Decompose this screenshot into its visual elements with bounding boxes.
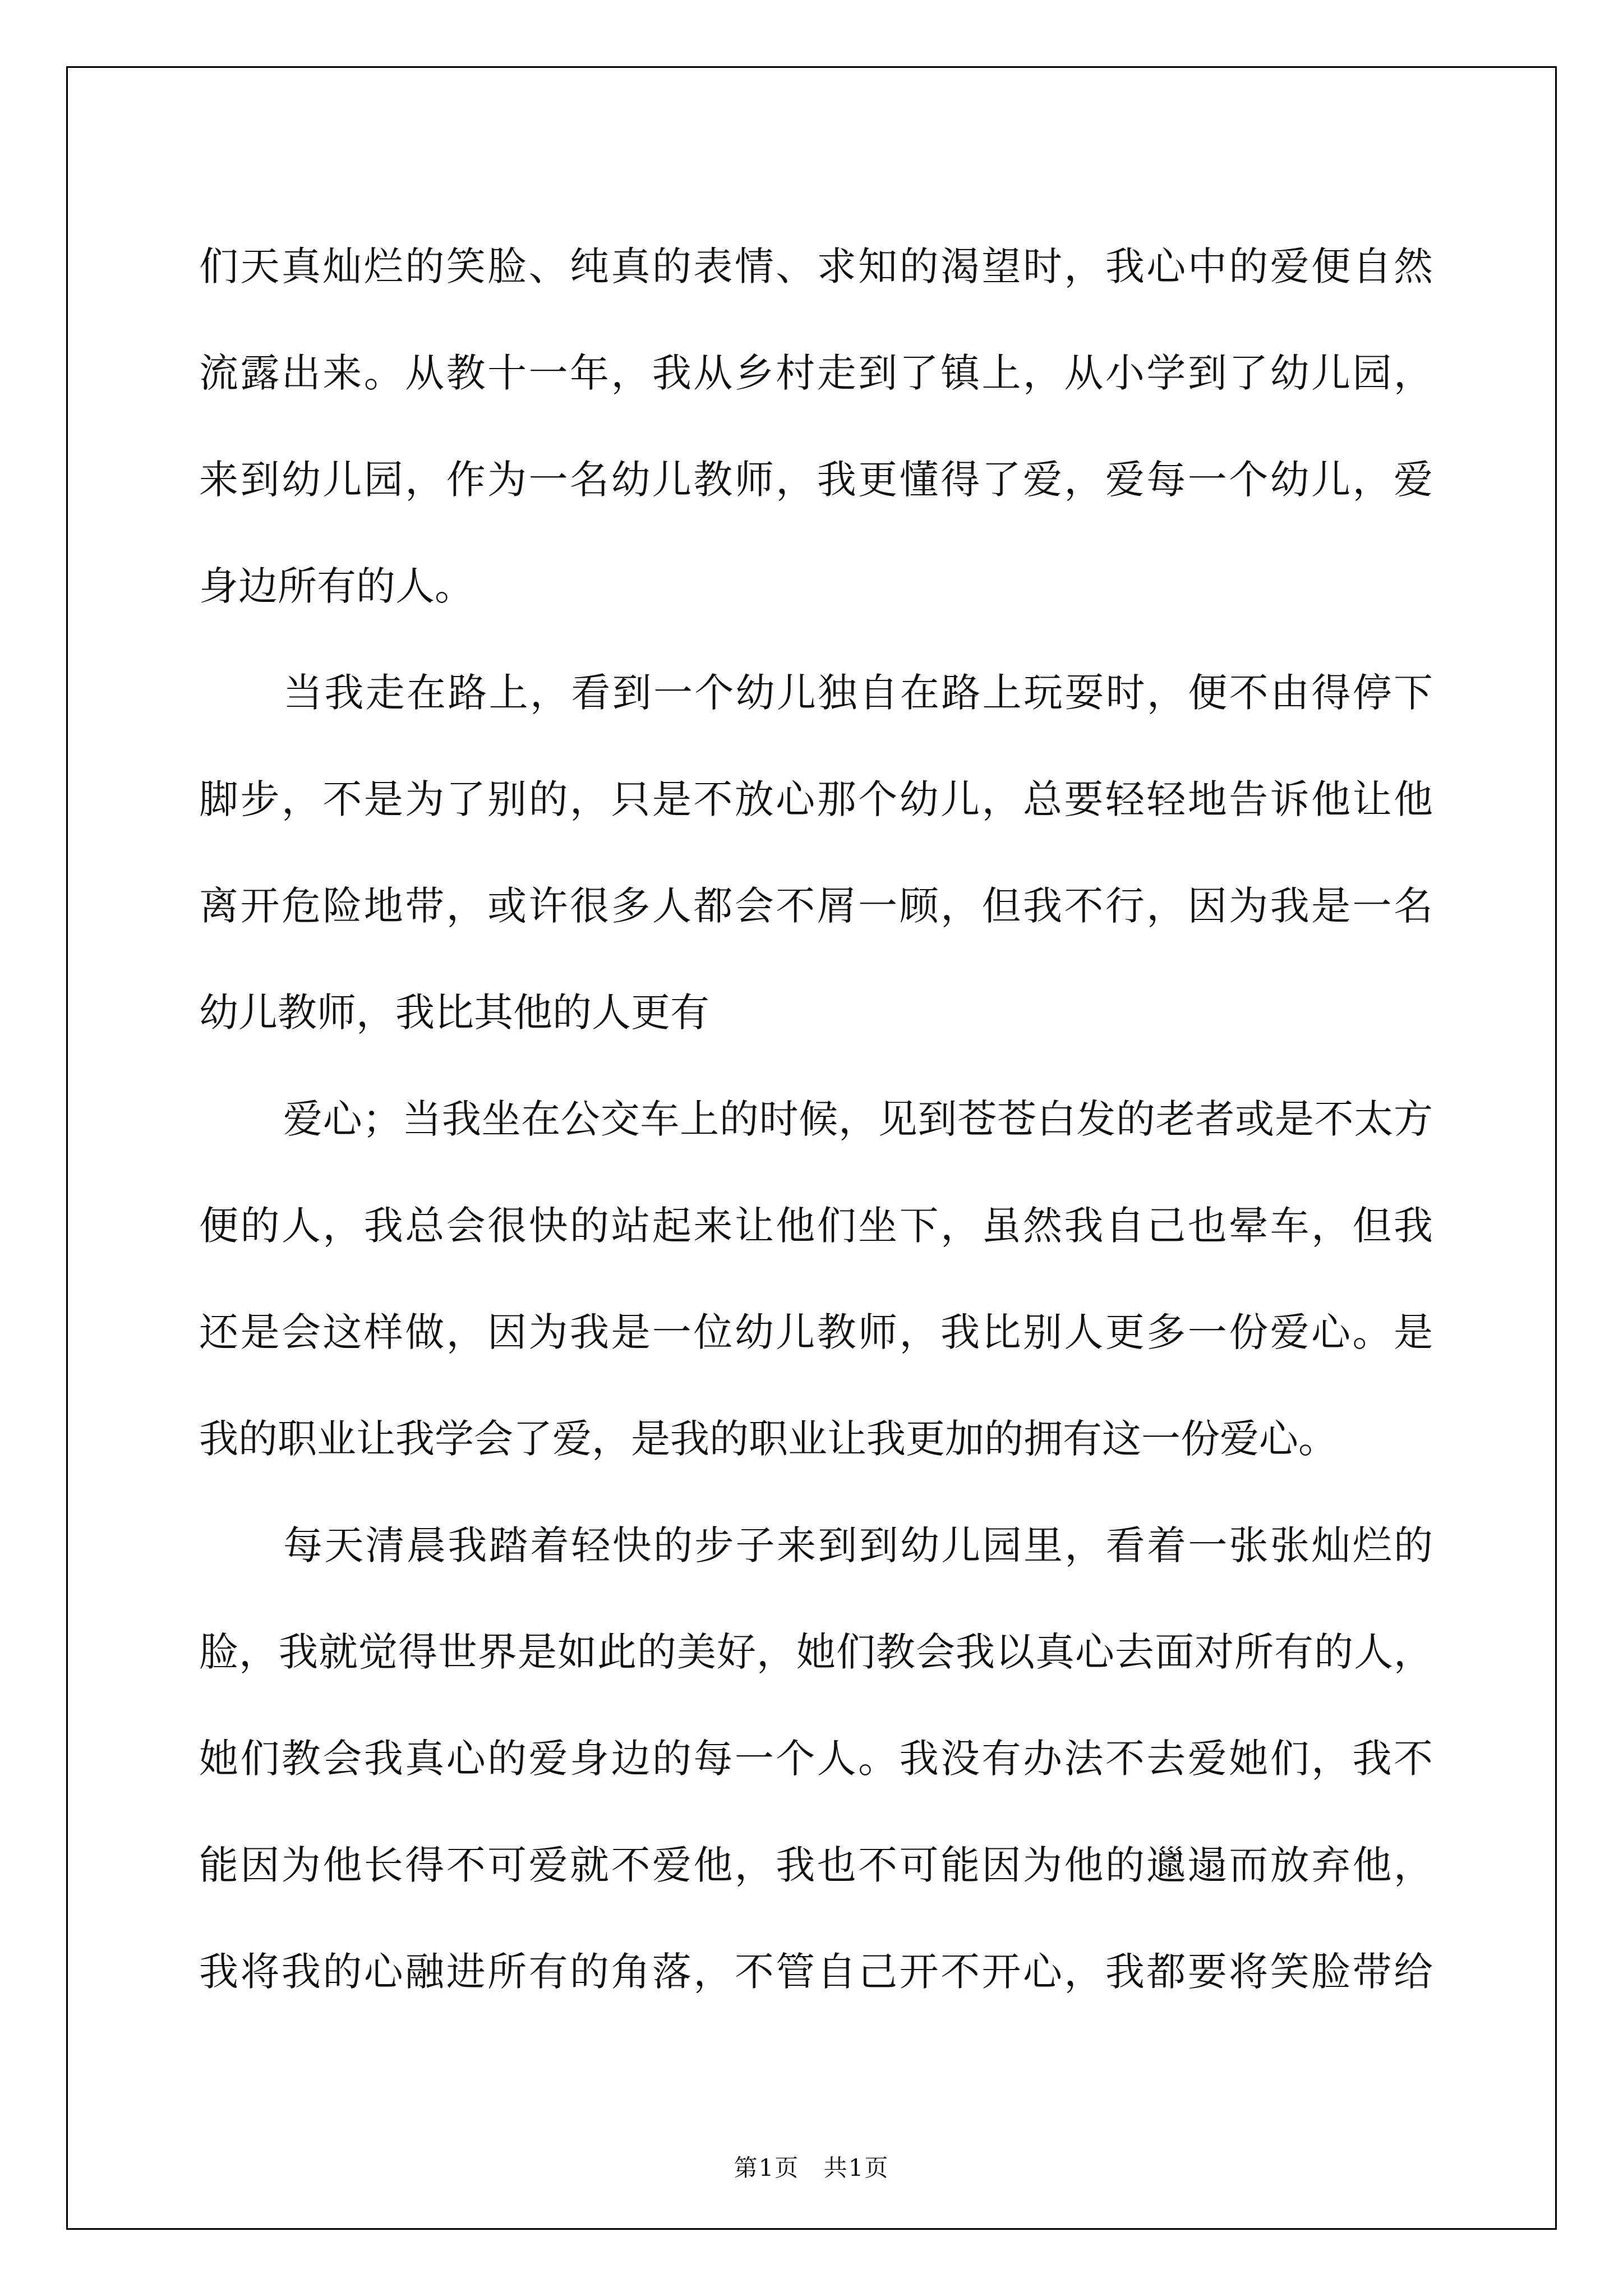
text-line: 她们教会我真心的爱身边的每一个人。我没有办法不去爱她们，我不: [199, 1736, 1433, 1782]
text-line: 脸，我就觉得世界是如此的美好，她们教会我以真心去面对所有的人，: [199, 1629, 1433, 1675]
text-line: 爱心；当我坐在公交车上的时候，见到苍苍白发的老者或是不太方: [283, 1096, 1433, 1142]
document-body: [199, 213, 1433, 2025]
text-line: 幼儿教师，我比其他的人更有: [199, 990, 709, 1036]
text-line: 们天真灿烂的笑脸、纯真的表情、求知的渴望时，我心中的爱便自然: [199, 243, 1433, 289]
text-line: 脚步，不是为了别的，只是不放心那个幼儿，总要轻轻地告诉他让他: [199, 776, 1433, 822]
text-line: 离开危险地带，或许很多人都会不屑一顾，但我不行，因为我是一名: [199, 883, 1433, 929]
page-number-total: 共1页: [823, 2154, 889, 2182]
text-line: 每天清晨我踏着轻快的步子来到到幼儿园里，看着一张张灿烂的: [283, 1522, 1433, 1568]
text-line: 当我走在路上，看到一个幼儿独自在路上玩耍时，便不由得停下: [283, 670, 1433, 716]
text-line: 还是会这样做，因为我是一位幼儿教师，我比别人更多一份爱心。是: [199, 1309, 1433, 1355]
text-line: 流露出来。从教十一年，我从乡村走到了镇上，从小学到了幼儿园，: [199, 350, 1433, 396]
text-line: 我的职业让我学会了爱，是我的职业让我更加的拥有这一份爱心。: [199, 1416, 1338, 1462]
page-number-current: 第1页: [734, 2154, 800, 2182]
text-line: 来到幼儿园，作为一名幼儿教师，我更懂得了爱，爱每一个幼儿，爱: [199, 457, 1433, 503]
text-line: 能因为他长得不可爱就不爱他，我也不可能因为他的邋遢而放弃他，: [199, 1842, 1433, 1888]
text-line: 身边所有的人。: [199, 563, 474, 609]
page-footer: [0, 2150, 1623, 2183]
text-line: 我将我的心融进所有的角落，不管自己开不开心，我都要将笑脸带给: [199, 1949, 1433, 1995]
text-line: 便的人，我总会很快的站起来让他们坐下，虽然我自己也晕车，但我: [199, 1203, 1433, 1249]
